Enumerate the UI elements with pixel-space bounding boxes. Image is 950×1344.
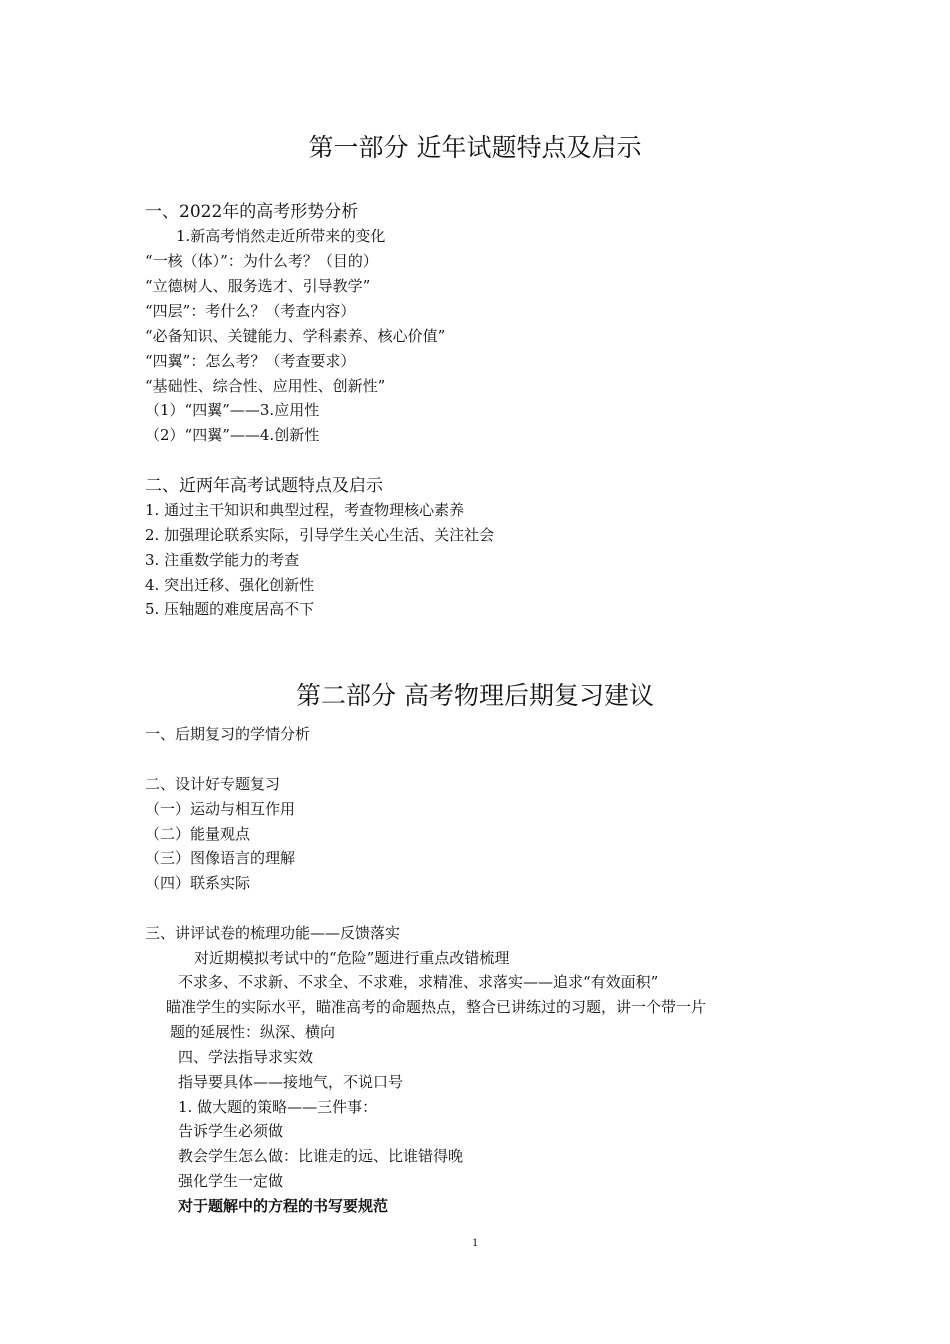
part1-sec1-line: “立德树人、服务选才、引导教学”: [145, 277, 371, 295]
part1-sec1-line: 1.新高考悄然走近所带来的变化: [176, 227, 386, 245]
part2-sec4-heading: 四、学法指导求实效: [178, 1048, 314, 1066]
part2-bold-line: 对于题解中的方程的书写要规范: [178, 1197, 389, 1215]
part2-sec2-line: （二）能量观点: [145, 825, 251, 843]
part1-sec1-line: （2）“四翼”——4.创新性: [145, 426, 320, 444]
part2-sec3-line: 瞄准学生的实际水平，瞄准高考的命题热点，整合已讲练过的习题，讲一个带一片: [166, 998, 707, 1016]
part1-sec1-line: “必备知识、关键能力、学科素养、核心价值”: [145, 327, 446, 345]
part2-sec2-line: （三）图像语言的理解: [145, 849, 296, 867]
part1-sec2-line: 3. 注重数学能力的考查: [145, 551, 300, 569]
part1-sec2-line: 2. 加强理论联系实际，引导学生关心生活、关注社会: [145, 526, 495, 544]
part1-sec2-heading: 二、近两年高考试题特点及启示: [145, 476, 383, 496]
part2-sec2-heading: 二、设计好专题复习: [145, 775, 281, 793]
page-number: 1: [472, 1235, 478, 1249]
part1-sec1-line: “四层”：考什么？（考查内容）: [145, 302, 356, 320]
part2-sec3-line: 题的延展性：纵深、横向: [170, 1023, 336, 1041]
part2-sec2-line: （一）运动与相互作用: [145, 800, 296, 818]
part1-sec2-line: 1. 通过主干知识和典型过程，考查物理核心素养: [145, 501, 465, 519]
part1-sec1-line: “基础性、综合性、应用性、创新性”: [145, 377, 386, 395]
part2-sec3-line: 告诉学生必须做: [178, 1122, 284, 1140]
part2-sec3-line: 强化学生一定做: [178, 1172, 284, 1190]
part1-sec1-heading: 一、2022年的高考形势分析: [145, 202, 359, 222]
part2-sec2-line: （四）联系实际: [145, 874, 251, 892]
part2-sec3-line: 不求多、不求新、不求全、不求难，求精准、求落实——追求“有效面积”: [178, 973, 659, 991]
part2-sec3-line: 对近期模拟考试中的“危险”题进行重点改错梳理: [194, 949, 510, 967]
part1-sec1-line: “四翼”：怎么考？（考查要求）: [145, 352, 356, 370]
part2-sec3-line: 1. 做大题的策略——三件事：: [178, 1098, 378, 1116]
part1-sec2-line: 4. 突出迁移、强化创新性: [145, 576, 315, 594]
part2-sec1-heading: 一、后期复习的学情分析: [145, 725, 311, 743]
part1-sec2-line: 5. 压轴题的难度居高不下: [145, 600, 315, 618]
part2-sec3-line: 教会学生怎么做：比谁走的远、比谁错得晚: [178, 1147, 464, 1165]
part1-title: 第一部分 近年试题特点及启示: [308, 133, 642, 162]
part1-sec1-line: （1）“四翼”——3.应用性: [145, 401, 320, 419]
part2-title: 第二部分 高考物理后期复习建议: [296, 681, 654, 710]
part1-sec1-line: “一核（体）”：为什么考？（目的）: [145, 252, 378, 270]
part2-sec3-heading: 三、讲评试卷的梳理功能——反馈落实: [145, 924, 401, 942]
part2-sec3-line: 指导要具体——接地气，不说口号: [178, 1073, 404, 1091]
